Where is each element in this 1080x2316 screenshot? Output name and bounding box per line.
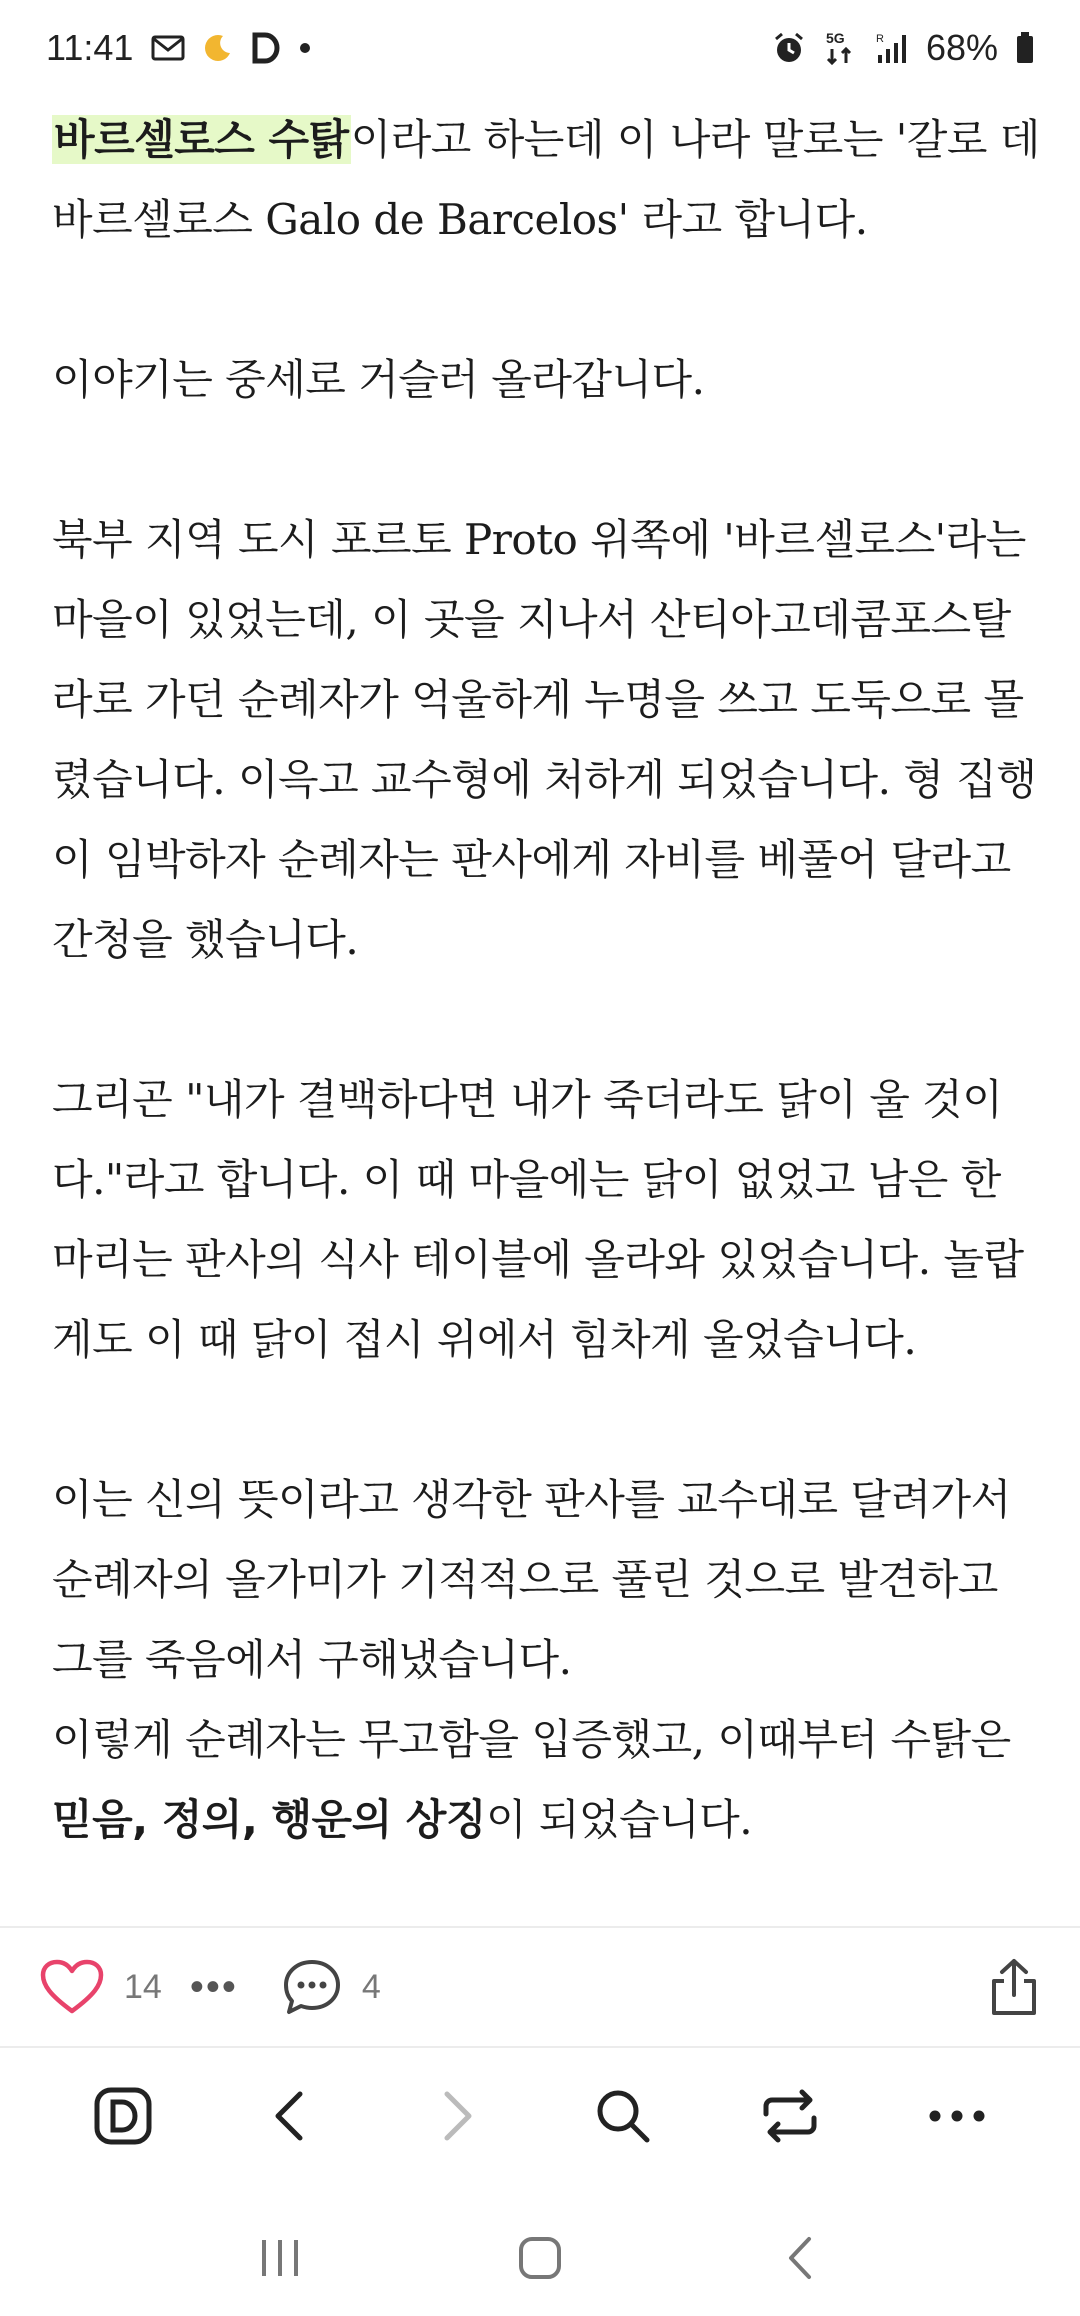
back-button[interactable]	[240, 2066, 340, 2166]
paragraph-7-text: 이 되었습니다.	[485, 1795, 753, 1844]
search-button[interactable]	[573, 2066, 673, 2166]
home-icon	[518, 2236, 562, 2280]
bold-phrase: 믿음, 정의, 행운의 상징	[52, 1795, 486, 1844]
system-back-button[interactable]	[750, 2208, 850, 2308]
more-reactions-icon[interactable]: •••	[189, 1964, 238, 2009]
paragraph-3: 북부 지역 도시 포르토 Proto 위쪽에 '바르셀로스'라는 마을이 있었는데, 이 곳을 지나서 산티아고데콤포스탈라로 가던 순례자가 억울하게 누명을 쓰고 도둑으로 몰렸습니다. 이윽고 교수형에 처하게 되었습니다. 형 집행이 임박하자 순례자는 판사에게 자비를 베풀어 달라고 간청을 했습니다.	[52, 515, 1037, 964]
paragraph-4: 그리곤 "내가 결백하다면 내가 죽더라도 닭이 울 것이다."라고 합니다. 이 때 마을에는 닭이 없었고 남은 한 마리는 판사의 식사 테이블에 올라와 있었습니다. 놀랍게도 이 때 닭이 접시 위에서 힘차게 울었습니다.	[52, 1075, 1024, 1364]
more-button[interactable]	[907, 2066, 1007, 2166]
more-icon	[928, 2109, 986, 2123]
paragraph-2: 이야기는 중세로 거슬러 올라갑니다.	[52, 355, 705, 404]
mail-icon	[151, 35, 185, 61]
article-body	[52, 100, 1042, 1860]
like-count: 14	[124, 1967, 162, 2006]
app-d-icon	[251, 32, 281, 64]
highlighted-title: 바르셀로스 수탉	[54, 115, 349, 164]
signal-icon	[876, 31, 908, 65]
comment-icon	[282, 1957, 342, 2017]
dot-icon	[299, 42, 311, 54]
share-button[interactable]	[988, 1957, 1040, 2017]
status-bar	[0, 0, 1080, 96]
divider-bottom	[0, 2046, 1080, 2048]
battery-percent: 68%	[925, 27, 998, 68]
svg-text:R: R	[875, 33, 884, 45]
post-action-bar	[0, 1928, 1080, 2046]
recent-apps-button[interactable]	[230, 2208, 330, 2308]
app-home-button[interactable]	[73, 2066, 173, 2166]
status-bar-right	[772, 27, 1034, 69]
comment-button[interactable]	[282, 1957, 381, 2017]
search-icon	[594, 2087, 652, 2145]
share-switch-button[interactable]	[740, 2066, 840, 2166]
system-nav-bar	[0, 2200, 1080, 2316]
heart-icon	[40, 1959, 104, 2015]
like-button[interactable]	[40, 1959, 162, 2015]
moon-icon	[203, 33, 233, 63]
battery-icon	[1016, 32, 1034, 64]
paragraph-5: 이는 신의 뜻이라고 생각한 판사를 교수대로 달려가서 순례자의 올가미가 기적적으로 풀린 것으로 발견하고 그를 죽음에서 구해냈습니다.	[52, 1475, 1011, 1684]
share-icon	[988, 1957, 1040, 2017]
alarm-icon	[772, 31, 806, 65]
paragraph-1-text: 이라고 하는데 이 나라 말로는 '갈로 데 바르셀로스 Galo de Barcelos' 라고 합니다.	[52, 115, 1040, 244]
back-icon	[270, 2088, 310, 2144]
status-bar-left	[46, 27, 311, 69]
home-button[interactable]	[490, 2208, 590, 2308]
svg-text:5G: 5G	[825, 30, 845, 46]
browser-toolbar	[0, 2050, 1080, 2182]
recent-apps-icon	[258, 2238, 302, 2278]
5g-icon	[824, 29, 858, 67]
share-switch-icon	[760, 2088, 820, 2144]
paragraph-1	[52, 100, 1042, 260]
clock: 11:41	[46, 27, 134, 68]
paragraph-7	[52, 1780, 1042, 1860]
app-home-icon	[93, 2086, 153, 2146]
forward-button[interactable]	[407, 2066, 507, 2166]
paragraph-6: 이렇게 순례자는 무고함을 입증했고, 이때부터 수탉은	[52, 1715, 1011, 1764]
forward-icon	[437, 2088, 477, 2144]
comment-count: 4	[361, 1967, 381, 2006]
system-back-icon	[785, 2235, 815, 2281]
